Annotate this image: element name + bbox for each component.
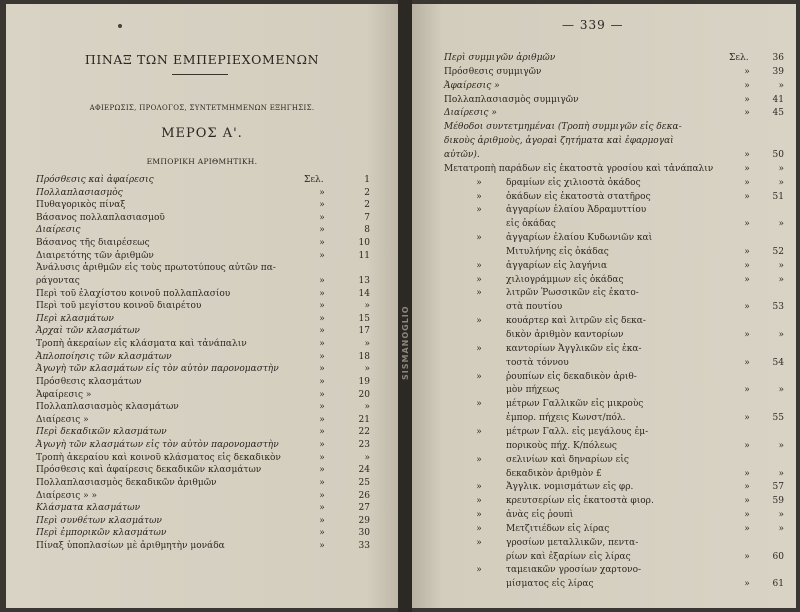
entry-title: Πολλαπλασιασμὸς δεκαδικῶν ἀριθμῶν — [36, 477, 217, 488]
toc-entry — [444, 260, 784, 272]
toc-entry — [36, 490, 370, 502]
ditto-mark: » — [476, 233, 482, 244]
toc-entry — [36, 199, 370, 211]
ditto-mark: » — [476, 205, 482, 216]
page-number: — 339 — — [562, 18, 624, 32]
ditto-mark: » — [476, 288, 482, 299]
ditto-mark: » — [319, 250, 325, 261]
toc-entry — [444, 135, 784, 147]
page-ref: » — [778, 260, 784, 271]
entry-title: Διαίρεσις — [36, 225, 81, 236]
page-ref: 60 — [772, 551, 784, 562]
ditto-mark: » — [744, 440, 750, 451]
entry-title: Ἀπλοποίησις τῶν κλασμάτων — [36, 351, 172, 362]
entry-title: Πίναξ ὑποπλασίων μὲ ἀριθμητὴν μονάδα — [36, 540, 225, 551]
entry-title: Βάσανος πολλαπλασιασμοῦ — [36, 212, 165, 223]
toc-entry — [444, 52, 784, 64]
ditto-mark: » — [319, 351, 325, 362]
entry-title: Πρόσθεσις συμμιγῶν — [444, 66, 542, 77]
toc-entry — [444, 426, 784, 438]
page-ref: 36 — [772, 53, 784, 63]
toc-entry — [36, 174, 370, 186]
toc-entry — [444, 315, 784, 327]
page-ref: » — [778, 385, 784, 396]
toc-entry — [36, 452, 370, 464]
toc-entry — [444, 468, 784, 480]
ditto-mark: » — [319, 528, 325, 539]
ditto-mark: » — [476, 426, 482, 437]
page-ref: » — [778, 274, 784, 285]
entry-title: εἰς ὀκάδας — [506, 219, 556, 230]
ditto-mark: » — [319, 313, 325, 324]
page-ref: 59 — [772, 496, 784, 507]
toc-entry — [444, 149, 784, 161]
ditto-mark: » — [476, 316, 482, 327]
page-ref: 54 — [772, 357, 784, 368]
toc-entry — [36, 363, 370, 375]
page-ref: 20 — [358, 389, 370, 400]
toc-entry — [36, 414, 370, 426]
toc-entry — [444, 177, 784, 189]
toc-entry — [444, 329, 784, 341]
ditto-mark: » — [319, 225, 325, 236]
ditto-mark: » — [744, 149, 750, 160]
page-ref: 24 — [358, 465, 370, 476]
page-ref: » — [778, 163, 784, 174]
sel-label: Σελ. — [304, 175, 324, 185]
entry-title: Ἀνάλυσις ἀριθμῶν εἰς τοὺς πρωτοτύπους αὐτῶν πα- — [36, 263, 276, 274]
ditto-mark: » — [744, 385, 750, 396]
ditto-mark: » — [744, 330, 750, 340]
entry-title: Διαιρετότης τῶν ἀριθμῶν — [36, 250, 154, 261]
entry-title: δραμίων εἰς χιλιοστὰ ὀκάδος — [506, 177, 641, 188]
toc-entry — [36, 300, 370, 312]
entry-title: δικὸν ἀριθμὸν καντορίων — [506, 330, 624, 340]
page-ref: 57 — [772, 482, 784, 493]
page-ref: 15 — [358, 313, 370, 324]
ditto-mark: » — [744, 496, 750, 507]
section-heading: ΕΜΠΟΡΙΚΗ ΑΡΙΘΜΗΤΙΚΗ. — [146, 157, 258, 166]
page-ref: 53 — [772, 302, 784, 313]
ditto-mark: » — [319, 200, 325, 211]
entry-title: χιλιογράμμων εἰς ὀκάδας — [506, 274, 624, 285]
entry-title: Διαίρεσις » — [444, 108, 497, 119]
entry-title: Βάσανος τῆς διαιρέσεως — [36, 238, 150, 249]
page-ref: » — [364, 452, 370, 463]
ditto-mark: » — [744, 94, 750, 105]
page-ref: 33 — [358, 540, 370, 551]
toc-entry — [36, 275, 370, 287]
right-page — [412, 4, 796, 608]
page-ref: 55 — [772, 413, 784, 424]
page-ref: 50 — [772, 149, 784, 160]
entry-title: Μετατροπὴ παράδων εἰς ἑκατοστὰ γροσίου καὶ τἀνάπαλιν — [444, 163, 714, 174]
toc-entry — [444, 578, 784, 590]
toc-entry — [36, 325, 370, 337]
page-ref: 2 — [364, 187, 370, 198]
ditto-mark: » — [476, 496, 482, 507]
toc-entry — [36, 187, 370, 199]
entry-title: Ἀφαίρεσις » — [36, 389, 92, 400]
ditto-mark: » — [744, 260, 750, 271]
entry-title: μέτρων Γαλλικῶν εἰς μικροὺς — [506, 399, 644, 410]
ink-dot — [118, 24, 122, 28]
entry-title: μίσματος εἰς λίρας — [506, 579, 594, 590]
toc-entry — [444, 66, 784, 78]
page-ref: 21 — [358, 414, 370, 425]
entry-title: κρευτσερίων εἰς ἑκατοστὰ φιορ. — [506, 496, 654, 507]
toc-entry — [444, 246, 784, 258]
ditto-mark: » — [744, 246, 750, 257]
toc-entry — [444, 551, 784, 563]
entry-title: Περὶ κλασμάτων — [36, 313, 114, 324]
toc-entry — [36, 527, 370, 539]
page-ref: 29 — [358, 515, 370, 526]
entry-title: Περὶ συνθέτων κλασμάτων — [36, 515, 162, 526]
toc-entry — [36, 426, 370, 438]
page-ref: 10 — [358, 238, 370, 249]
ditto-mark: » — [744, 482, 750, 493]
toc-entry — [444, 371, 784, 383]
ditto-mark: » — [744, 219, 750, 230]
toc-entry — [36, 401, 370, 413]
entry-title: Περὶ τοῦ ἐλαχίστου κοινοῦ πολλαπλασίου — [36, 288, 231, 299]
ditto-mark: » — [476, 191, 482, 202]
entry-title: ἀγγαρίων ἐλαίου Ἀδραμυττίου — [506, 205, 647, 216]
ditto-mark: » — [319, 288, 325, 299]
entry-title: αὐτῶν). — [444, 149, 480, 160]
ditto-mark: » — [744, 66, 750, 77]
entry-title: Περὶ δεκαδικῶν κλασμάτων — [36, 427, 167, 438]
page-ref: 52 — [772, 246, 784, 257]
sismanoglio-watermark-stamp: SISMANOGLIO — [401, 305, 410, 380]
ditto-mark: » — [744, 302, 750, 313]
page-ref: » — [778, 219, 784, 230]
toc-entry — [36, 515, 370, 527]
entry-title: Ἀφαίρεσις » — [444, 80, 500, 91]
toc-entry — [444, 204, 784, 216]
ditto-mark: » — [744, 510, 750, 521]
ditto-mark: » — [476, 260, 482, 271]
ditto-mark: » — [319, 503, 325, 514]
toc-entry — [444, 343, 784, 355]
page-ref: 7 — [364, 212, 370, 223]
ditto-mark: » — [319, 414, 325, 425]
toc-entry — [36, 288, 370, 300]
page-ref: 51 — [772, 191, 784, 202]
entry-title: Ἀγωγὴ τῶν κλασμάτων εἰς τὸν αὐτὸν παρονομαστὴν — [36, 440, 279, 451]
page-ref: » — [778, 80, 784, 91]
entry-title: καντορίων Ἀγγλικῶν εἰς ἑκα- — [506, 343, 642, 354]
entry-title: ἀγγαρίων εἰς λαγήνια — [506, 260, 608, 271]
ditto-mark: » — [319, 364, 325, 375]
left-page — [6, 4, 398, 608]
ditto-mark: » — [319, 465, 325, 476]
page-ref: » — [778, 330, 784, 340]
ditto-mark: » — [476, 454, 482, 465]
ditto-mark: » — [744, 80, 750, 91]
entry-title: μὸν πήχεως — [506, 385, 560, 396]
toc-entry — [36, 464, 370, 476]
ditto-mark: » — [744, 523, 750, 534]
part-heading: ΜΕΡΟΣ Α'. — [161, 126, 243, 141]
toc-entry — [36, 338, 370, 350]
ditto-mark: » — [744, 274, 750, 285]
entry-title: Μετζιτιέδων εἰς λίρας — [506, 523, 610, 534]
entry-title: ράγοντας — [36, 275, 80, 286]
page-ref: 26 — [358, 490, 370, 501]
ditto-mark: » — [744, 468, 750, 479]
toc-entry — [36, 439, 370, 451]
entry-title: πορικοὺς πήχ. Κ/πόλεως — [506, 440, 617, 451]
page-ref: » — [778, 523, 784, 534]
toc-entry — [36, 389, 370, 401]
toc-entry — [36, 376, 370, 388]
entry-title: Ἀγωγὴ τῶν κλασμάτων εἰς τὸν αὐτὸν παρονομαστὴν — [36, 364, 279, 375]
toc-entry — [444, 357, 784, 369]
toc-entry — [36, 351, 370, 363]
toc-entry — [444, 191, 784, 203]
sel-label: Σελ. — [729, 53, 749, 63]
entry-title: τοστὰ τόννου — [506, 357, 569, 368]
ditto-mark: » — [476, 482, 482, 493]
entry-title: στὰ πουτίου — [506, 302, 563, 313]
entry-title: κουάρτερ καὶ λιτρῶν εἰς δεκα- — [506, 316, 646, 327]
page-ref: » — [364, 364, 370, 375]
toc-entry — [36, 224, 370, 236]
ditto-mark: » — [319, 376, 325, 387]
ditto-mark: » — [744, 108, 750, 119]
ditto-mark: » — [319, 275, 325, 286]
page-ref: 14 — [358, 288, 370, 299]
entry-title: Τροπὴ ἀκεραίων εἰς κλάσματα καὶ τἀνάπαλιν — [36, 339, 247, 350]
ditto-mark: » — [319, 187, 325, 198]
entry-title: Πρόσθεσις καὶ ἀφαίρεσις δεκαδικῶν κλασμάτων — [36, 465, 262, 476]
entry-title: Περὶ συμμιγῶν ἀριθμῶν — [444, 53, 556, 63]
toc-entry — [444, 80, 784, 92]
entry-title: δεκαδικὸν ἀριθμὸν £ — [506, 468, 602, 479]
entry-title: Πολλαπλασιασμὸς κλασμάτων — [36, 402, 179, 413]
toc-entry — [444, 218, 784, 230]
ditto-mark: » — [476, 399, 482, 410]
toc-entry — [36, 212, 370, 224]
ditto-mark: » — [744, 191, 750, 202]
entry-title: Περὶ ἐμπορικῶν κλασμάτων — [36, 528, 167, 539]
toc-entry — [444, 523, 784, 535]
page-ref: » — [778, 468, 784, 479]
entry-title: Διαίρεσις » » — [36, 490, 98, 501]
ditto-mark: » — [319, 540, 325, 551]
toc-entry — [444, 412, 784, 424]
ditto-mark: » — [319, 339, 325, 350]
contents-title: ΠΙΝΑΞ ΤΩΝ ΕΜΠΕΡΙΕΧΟΜΕΝΩΝ — [84, 52, 320, 67]
toc-entry — [444, 287, 784, 299]
entry-title: ταμειακῶν γροσίων χαρτονο- — [506, 565, 642, 576]
ditto-mark: » — [476, 371, 482, 382]
ditto-mark: » — [744, 177, 750, 188]
entry-title: Ἀρχαὶ τῶν κλασμάτων — [36, 326, 140, 337]
toc-entry — [444, 163, 784, 175]
page-ref: 23 — [358, 440, 370, 451]
page-ref: 11 — [358, 250, 370, 261]
toc-entry — [36, 502, 370, 514]
entry-title: Διαίρεσις » — [36, 414, 89, 425]
toc-entry — [444, 232, 784, 244]
ditto-mark: » — [319, 301, 325, 312]
entry-title: δικοὺς ἀριθμοὺς, ἀγοραὶ ζητήματα καὶ ἐφαρμογαὶ — [444, 136, 674, 147]
ditto-mark: » — [744, 163, 750, 174]
ditto-mark: » — [476, 274, 482, 285]
toc-entry — [36, 250, 370, 262]
ditto-mark: » — [319, 389, 325, 400]
ditto-mark: » — [476, 343, 482, 354]
ditto-mark: » — [476, 177, 482, 188]
ditto-mark: » — [319, 238, 325, 249]
ditto-mark: » — [476, 565, 482, 576]
entry-title: ῥουπίων εἰς δεκαδικὸν ἀριθ- — [506, 371, 637, 382]
entry-title: Πολλαπλασιασμὸς συμμιγῶν — [444, 94, 579, 105]
page-ref: 8 — [364, 225, 370, 236]
toc-entry — [444, 121, 784, 133]
entry-title: Περὶ τοῦ μεγίστου κοινοῦ διαιρέτου — [36, 301, 202, 312]
page-ref: 61 — [772, 579, 784, 590]
entry-title: λιτρῶν Ῥωσσικῶν εἰς ἑκατο- — [506, 288, 639, 299]
ditto-mark: » — [319, 477, 325, 488]
page-ref: 2 — [364, 200, 370, 211]
page-ref: 45 — [772, 108, 784, 119]
entry-title: σελινίων καὶ δηναρίων εἰς — [506, 454, 629, 465]
page-ref: » — [364, 301, 370, 312]
ditto-mark: » — [319, 402, 325, 413]
toc-entry — [444, 107, 784, 119]
toc-entry — [36, 477, 370, 489]
toc-entry — [36, 540, 370, 552]
toc-entry — [36, 237, 370, 249]
toc-entry — [444, 509, 784, 521]
entry-title: Μέθοδοι συντετμημέναι (Τροπὴ συμμιγῶν εἰς δεκα- — [444, 122, 682, 133]
ditto-mark: » — [319, 326, 325, 337]
page-ref: » — [778, 510, 784, 521]
ditto-mark: » — [319, 452, 325, 463]
toc-entry — [444, 481, 784, 493]
page-ref: » — [364, 402, 370, 413]
toc-entry — [444, 454, 784, 466]
title-rule — [172, 74, 228, 75]
ditto-mark: » — [319, 515, 325, 526]
ditto-mark: » — [476, 523, 482, 534]
toc-entry — [36, 262, 370, 274]
toc-entry — [36, 313, 370, 325]
entry-title: ἐμπορ. πήχεις Κωνστ/πόλ. — [506, 413, 626, 424]
ditto-mark: » — [476, 537, 482, 548]
page-ref: 27 — [358, 503, 370, 514]
page-ref: 17 — [358, 326, 370, 337]
entry-title: γροσίων μεταλλικῶν, πεντα- — [506, 537, 639, 548]
ditto-mark: » — [319, 440, 325, 451]
entry-title: Πολλαπλασιασμὸς — [36, 187, 123, 198]
page-ref: » — [778, 177, 784, 188]
toc-entry — [444, 495, 784, 507]
ditto-mark: » — [744, 413, 750, 424]
page-ref: » — [778, 440, 784, 451]
toc-entry — [444, 537, 784, 549]
page-ref: 13 — [358, 275, 370, 286]
page-ref: 19 — [358, 376, 370, 387]
toc-entry — [444, 440, 784, 452]
entry-title: μέτρων Γαλλ. εἰς μεγάλους ἐμ- — [506, 426, 649, 437]
entry-title: ἀνὰς εἰς ῥουπὶ — [506, 510, 574, 521]
ditto-mark: » — [744, 357, 750, 368]
toc-entry — [444, 274, 784, 286]
toc-entry — [444, 94, 784, 106]
toc-entry — [444, 301, 784, 313]
toc-entry — [444, 398, 784, 410]
page-ref: 1 — [364, 175, 370, 185]
entry-title: Ἀγγλικ. νομισμάτων εἰς φρ. — [506, 482, 634, 493]
ditto-mark: » — [744, 579, 750, 590]
ditto-mark: » — [476, 510, 482, 521]
page-ref: 22 — [358, 427, 370, 438]
toc-entry — [444, 384, 784, 396]
page-ref: 39 — [772, 66, 784, 77]
page-ref: 41 — [772, 94, 784, 105]
entry-title: Τροπὴ ἀκεραίου καὶ κοινοῦ κλάσματος εἰς δεκαδικὸν — [36, 452, 281, 463]
entry-title: Μιτυλήνης εἰς ὀκάδας — [506, 246, 609, 257]
ditto-mark: » — [319, 427, 325, 438]
ditto-mark: » — [319, 212, 325, 223]
page-ref: 25 — [358, 477, 370, 488]
page-ref: » — [364, 339, 370, 350]
entry-title: Πυθαγορικὸς πίναξ — [36, 200, 126, 211]
entry-title: Πρόσθεσις καὶ ἀφαίρεσις — [36, 175, 154, 185]
entry-title: ὀκάδων εἰς ἑκατοστὰ στατῆρος — [506, 191, 651, 202]
page-ref: 30 — [358, 528, 370, 539]
page-ref: 18 — [358, 351, 370, 362]
entry-title: Κλάσματα κλασμάτων — [36, 503, 141, 514]
toc-entry — [444, 564, 784, 576]
ditto-mark: » — [319, 490, 325, 501]
ditto-mark: » — [744, 551, 750, 562]
entry-title: Πρόσθεσις κλασμάτων — [36, 376, 142, 387]
entry-title: ἀγγαρίων ἐλαίου Κυδωνιῶν καὶ — [506, 233, 653, 244]
entry-title: ρίων καὶ ἐξαρίων εἰς λίρας — [506, 551, 631, 562]
preface-line: ΑΦΙΕΡΩΣΙΣ, ΠΡΟΛΟΓΟΣ, ΣΥΝΤΕΤΜΗΜΕΝΩΝ ΕΞΗΓΗΣΙΣ. — [89, 104, 315, 112]
